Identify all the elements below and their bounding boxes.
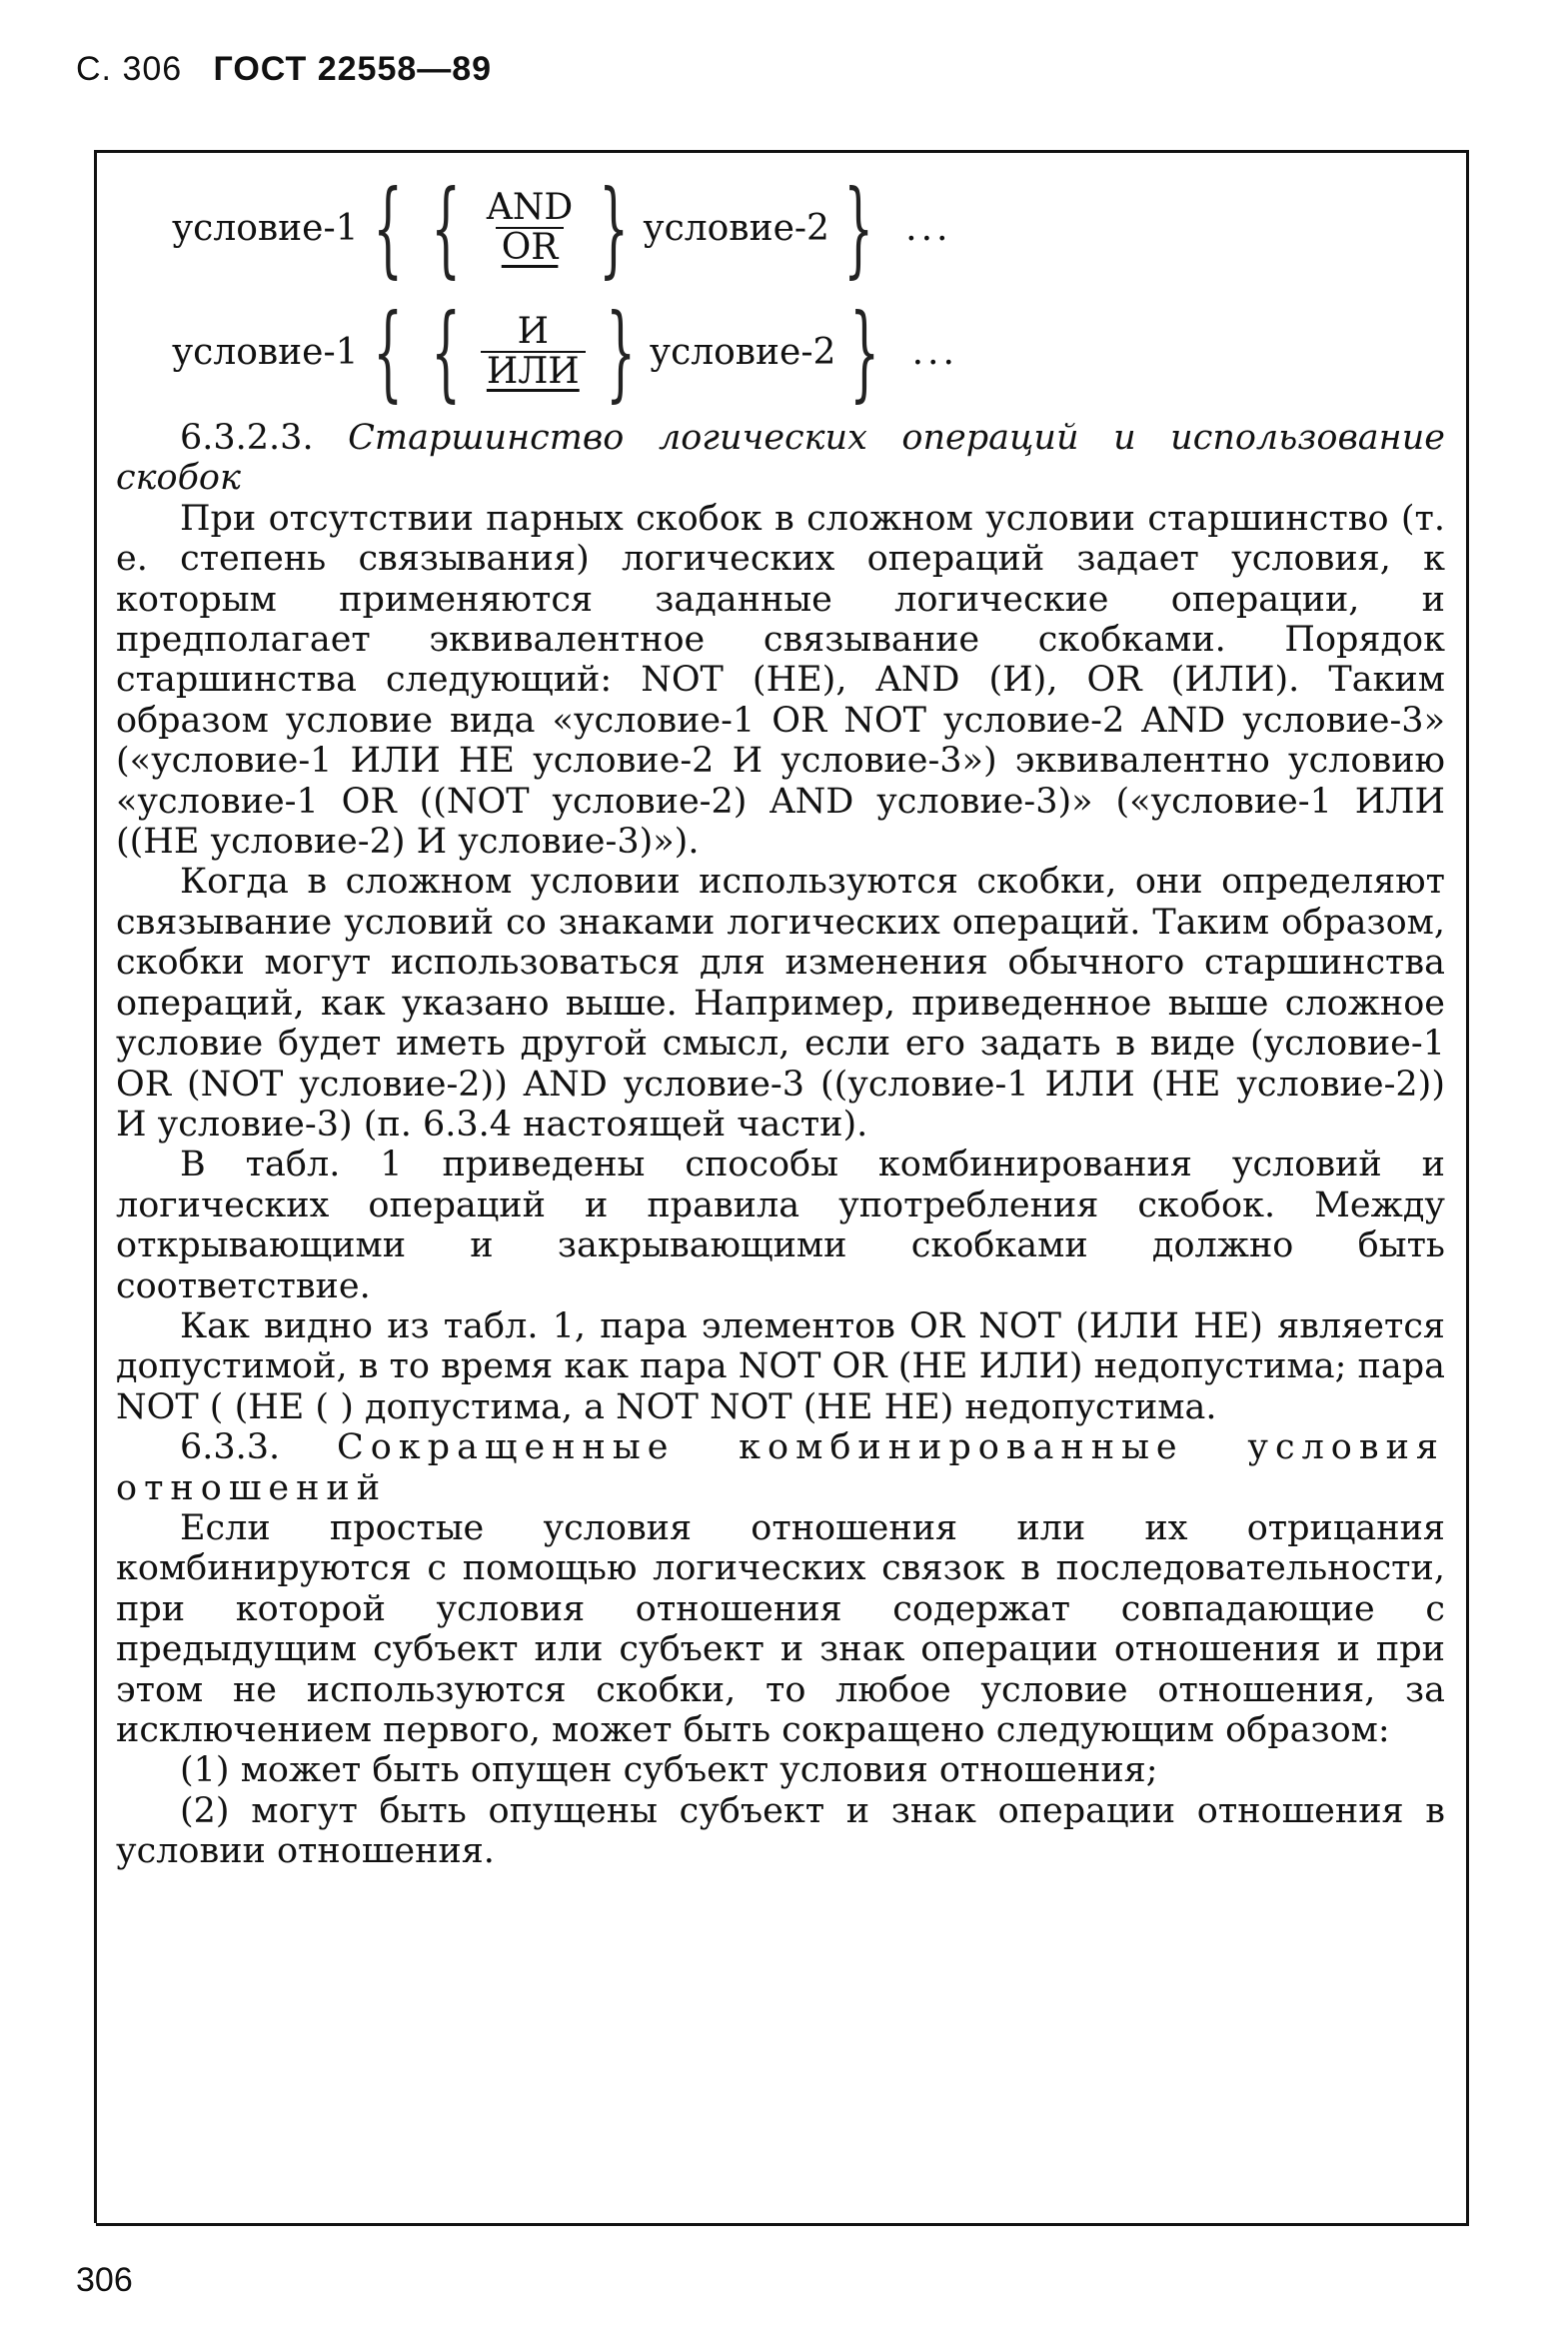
section-number: 6.3.2.3. (180, 418, 314, 458)
close-brace-inner: } (605, 291, 636, 413)
paragraph-parentheses: Когда в сложном условии используются скобки, они определяют связывание условий со знаками логических операций. Таким образом, скобки могут использоваться для изменения обычного старшинства операций, как указано выше. Например, приведенное выше сложное условие будет иметь другой смысл, если его задать в виде (условие-1 OR (NOT условие-2)) AND условие-3 ((условие-1 ИЛИ (НЕ условие-2)) И условие-3) (п. 6.3.4 настоящей части). (116, 862, 1445, 1145)
page-label: С. 306 (76, 50, 183, 88)
section-title: Сокращенные комбинированные условия отношений (116, 1427, 1445, 1508)
formula-operand-left: условие-1 (172, 207, 359, 249)
paragraph-precedence: При отсутствии парных скобок в сложном условии старшинство (т. е. степень связывания) логических операций задает условия, к которым применяются заданные логические операции, и предполагает эквивалентное связывание скобками. Порядок старшинства следующий: NOT (НЕ), AND (И), OR (ИЛИ). Таким образом условие вида «условие-1 OR NOT условие-2 AND условие-3» («условие-1 ИЛИ НЕ условие-2 И условие-3») эквивалентно условию «условие-1 OR ((NOT условие-2) AND условие-3)» («условие-1 ИЛИ ((НЕ условие-2) И условие-3)»). (116, 498, 1445, 863)
paragraph-abbreviated: Если простые условия отношения или их отрицания комбинируются с помощью логических связок в последовательности, при которой условия отношения содержат совпадающие с предыдущим субъект или субъект и знак операции отношения и при этом не используются скобки, то любое условие отношения, за исключением первого, может быть сокращено следующим образом: (116, 1507, 1445, 1750)
close-brace-inner: } (599, 167, 630, 289)
frame-right-rule (1466, 150, 1469, 2223)
section-heading-6323 (116, 418, 1445, 499)
frame-left-rule (94, 150, 97, 2223)
body-text (116, 418, 1445, 1872)
open-brace-inner: { (430, 167, 461, 289)
section-title: Старшинство логических операций и использование скобок (116, 418, 1445, 499)
syntax-formula-russian (172, 292, 958, 412)
frame-top-rule (96, 150, 1469, 153)
page-header (76, 50, 492, 89)
section-heading-633 (116, 1427, 1445, 1508)
formula-operand-right: условие-2 (643, 207, 829, 249)
operator-and: AND (486, 187, 574, 229)
formula-operand-left: условие-1 (172, 331, 359, 373)
standard-number: ГОСТ 22558—89 (213, 50, 493, 88)
paragraph-allowed-pairs: Как видно из табл. 1, пара элементов OR NOT (ИЛИ НЕ) является допустимой, в то время как пара NOT OR (НЕ ИЛИ) недопустима; пара NOT ( (НЕ ( ) допустима, а NOT NOT (НЕ НЕ) недопустима. (116, 1305, 1445, 1427)
close-brace-outer: } (843, 167, 873, 289)
list-item-2: (2) могут быть опущены субъект и знак операции отношения в условии отношения. (116, 1790, 1445, 1872)
section-number: 6.3.3. (180, 1427, 281, 1468)
frame-bottom-rule (96, 2223, 1469, 2226)
operator-i: И (517, 311, 549, 353)
paragraph-table-ref: В табл. 1 приведены способы комбинирования условий и логических операций и правила употребления скобок. Между открывающими и закрывающими скобками должно быть соответствие. (116, 1145, 1445, 1306)
syntax-formula-english (172, 168, 951, 288)
formula-ellipsis: ... (905, 207, 952, 249)
operator-or: OR (496, 227, 565, 267)
list-item-1: (1) может быть опущен субъект условия отношения; (180, 1750, 1158, 1791)
page-number: 306 (76, 2261, 133, 2299)
formula-ellipsis: ... (911, 331, 958, 373)
open-brace-outer: { (372, 167, 403, 289)
open-brace-outer: { (372, 291, 403, 413)
open-brace-inner: { (430, 291, 461, 413)
operator-choice (481, 313, 586, 391)
formula-operand-right: условие-2 (649, 331, 836, 373)
operator-choice (481, 189, 579, 267)
operator-ili: ИЛИ (481, 351, 586, 391)
close-brace-outer: } (849, 291, 880, 413)
